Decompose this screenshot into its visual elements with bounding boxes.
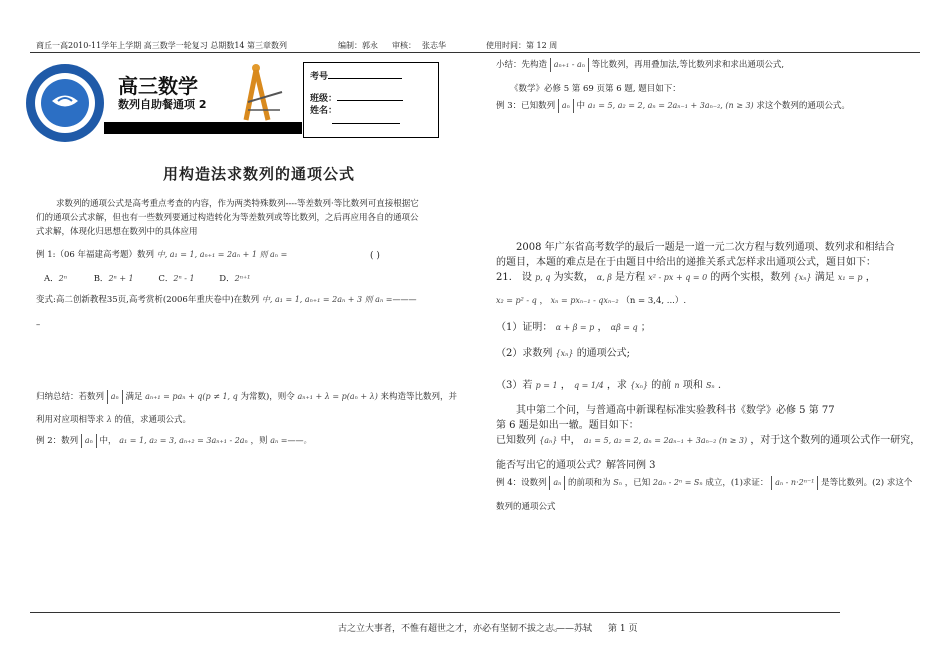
banner-bar [104, 122, 302, 134]
header-divider [30, 52, 920, 53]
exam-no-field[interactable] [328, 78, 402, 79]
footer-page: 第 1 页 [608, 624, 638, 634]
student-info-box [303, 62, 439, 138]
example-4-text-h: 是等比数列。(2) 求这个 [821, 478, 913, 488]
q21-part2-text: 的通项公式; [576, 348, 631, 359]
variant-condition: 中, a₁ = 1, aₙ₊₁ = 2aₙ + 3 则 aₙ =——— [261, 295, 417, 304]
summary-seq-bar: aₙ [107, 390, 123, 404]
variant-label: 变式:高二创新教程35页,高考赏析(2006年重庆卷中)在数列 [36, 295, 260, 305]
summary-line-1 [36, 390, 457, 404]
footer-divider [30, 612, 840, 613]
example-1-condition: 中, a₁ = 1, aₙ₊₁ = 2aₙ + 1 则 aₙ = [156, 250, 288, 259]
q21-part3-text-e: ，求 [606, 380, 627, 391]
example-2-seq-bar: aₙ [81, 434, 97, 448]
footer-author: ——苏轼 [556, 624, 593, 634]
right-summary-formula: aₙ₊₁ - aₙ [550, 58, 589, 72]
q21-text-c: 为实数， [553, 272, 594, 283]
example-1-answer-paren: ( ) [370, 251, 380, 261]
q21-part2-seq: {xₙ} [555, 349, 574, 358]
q21-pq: p, q [535, 273, 551, 282]
example-3-seq-bar: aₙ [558, 99, 574, 113]
q21-part1-comma: ， [597, 322, 608, 333]
q21-x1: x₁ = p [837, 273, 863, 282]
q21-part3-text-i: 项和 [682, 380, 703, 391]
school-logo [26, 64, 104, 142]
summary-line-2 [36, 413, 191, 427]
name-field-row [332, 117, 400, 127]
example-4-sn: Sₙ [613, 478, 622, 487]
textbook-ref: 《数学》必修 5 第 69 页第 6 题, 题目如下： [510, 84, 681, 94]
footer-quote: 古之立大事者，不惟有超世之才，亦必有坚韧不拔之志。 [338, 624, 564, 634]
example-4-line-2: 数列的通项公式 [496, 502, 556, 512]
q21-part3-seq: {xₙ} [630, 381, 649, 390]
guangdong-para-1: 2008 年广东省高考数学的最后一题是一道一元二次方程与数列通项、数列求和相结合 [516, 242, 895, 253]
header-course: 商丘一高2010-11学年上学期 高三数学一轮复习 总期数14 第三章数列 [36, 41, 288, 50]
q21-range: （n = 3,4, ...）. [621, 296, 687, 306]
example-3-end: 求这个数列的通项公式。 [756, 101, 850, 111]
example-2-label: 例 2：数列 [36, 436, 79, 446]
q21-number: 21． 设 [496, 272, 532, 283]
q21-x2: x₂ = p² - q [496, 296, 537, 305]
example-4-label: 例 4：设数列 [496, 478, 547, 488]
known-text-1: 已知数列 [496, 435, 536, 446]
option-d-value: 2ⁿ⁺¹ [234, 274, 251, 283]
summary-formula-2: aₙ₊₁ + λ = p(aₙ + λ) [297, 392, 378, 401]
example-4-text-d: ，已知 [624, 478, 651, 488]
q21-part3-text-g: 的前 [651, 380, 672, 391]
header-reviewer: 审核： [392, 41, 416, 50]
summary-formula-1: aₙ₊₁ = paₙ + q(p ≠ 1, q [145, 392, 238, 401]
right-summary [496, 58, 784, 72]
q21-part3-n: n [674, 381, 680, 390]
example-2 [36, 434, 312, 448]
example-2-mid: 中， [99, 436, 117, 446]
q21-seq: {xₙ} [793, 273, 812, 282]
example-1 [36, 248, 287, 262]
option-a-value: 2ⁿ [58, 274, 67, 283]
name-field[interactable] [332, 123, 400, 124]
summary-text-2: 利用对应项相等求 [36, 415, 105, 425]
summary-lambda: λ [106, 415, 112, 424]
header-date: 使用时间：第 12 周 [486, 41, 558, 50]
question-21-part-3 [496, 378, 721, 393]
example-4-text-b: 的前项和为 [568, 478, 611, 488]
q21-part1-semi: ； [640, 322, 651, 333]
summary-text-1: 归纳总结：若数列 [36, 392, 105, 402]
page-title: 用构造法求数列的通项公式 [163, 165, 356, 183]
name-row [310, 103, 337, 116]
example-1-options [44, 272, 250, 286]
question-21-part-2 [496, 346, 630, 361]
exam-no-row [310, 69, 402, 82]
option-b-value: 2ⁿ + 1 [108, 274, 134, 283]
q21-part1-product: αβ = q [610, 323, 638, 332]
class-label: 班级： [310, 94, 338, 104]
right-summary-end: 等比数列，再用叠加法,等比数列求和求出通项公式, [591, 60, 785, 70]
summary-text-1f: 来构造等比数列，并 [380, 392, 458, 402]
q21-text-g: 的两个实根，数列 [710, 272, 791, 283]
variant-dash: – [36, 320, 41, 330]
q21-text-i: 满足 [814, 272, 835, 283]
banner-subtitle: 数列自助餐通项 2 [118, 98, 207, 111]
q21-part3-p: p = 1 [535, 381, 558, 390]
q21-part3-q: q = 1/4 [573, 381, 604, 390]
q21-equation: x² - px + q = 0 [648, 273, 708, 282]
q21-part1-sum: α + β = p [555, 323, 595, 332]
example-2-end: ，则 [250, 436, 268, 446]
q21-comma-1: ， [865, 272, 876, 283]
question-21-line-2 [496, 294, 686, 308]
example-4 [496, 476, 912, 490]
intro-line-2: 们的通项公式求解，但也有一些数列要通过构造转化为等差数列或等比数列，之后再应用各自的通项公 [36, 213, 419, 223]
summary-text-2c: 的值，求通项公式。 [114, 415, 192, 425]
header-editor: 编制：郭永 [338, 41, 378, 50]
option-c-value: 2ⁿ - 1 [173, 274, 195, 283]
example-3-condition: a₁ = 5, a₂ = 2, aₙ = 2aₙ₋₁ + 3aₙ₋₂, (n ≥ 3) [587, 101, 754, 110]
example-2-answer: aₙ =——。 [270, 436, 312, 445]
question-21-part-1 [496, 320, 651, 335]
option-d-label: D． [219, 274, 235, 284]
exam-no-label: 考号 [310, 72, 329, 82]
known-sequence-line-1 [496, 433, 920, 448]
textbook-para-2: 第 6 题是如出一辙。题目如下： [496, 420, 639, 431]
example-3-label: 例 3：已知数列 [496, 101, 556, 111]
option-a-label: A． [44, 274, 59, 284]
q21-part3-sn: Sₙ [705, 381, 715, 390]
q21-part3-comma: ， [560, 380, 571, 391]
known-text-e: ，对于这个数列的通项公式作一研究， [750, 435, 921, 446]
q21-part1-label: （1）证明： [496, 322, 553, 333]
example-3 [496, 99, 850, 113]
logo-mark-icon [50, 92, 80, 110]
textbook-para-1: 其中第二个问，与普通高中新课程标准实验教科书《数学》必修 5 第 77 [516, 405, 835, 416]
q21-text-e: 是方程 [615, 272, 646, 283]
name-label: 姓名： [310, 106, 338, 116]
q21-part3-period: . [717, 380, 722, 391]
intro-line-1: 求数列的通项公式是高考重点考查的内容，作为两类特殊数列----等差数列·等比数列可直接根据它 [56, 199, 419, 209]
option-b-label: B． [93, 274, 109, 284]
q21-part2-label: （2）求数列 [496, 348, 553, 359]
example-1-label: 例 1:（06 年福建高考题）数列 [36, 250, 154, 260]
q21-part3-label: （3）若 [496, 380, 533, 391]
intro-line-3: 式求解，体现化归思想在数列中的具体应用 [36, 227, 198, 237]
summary-text-1b: 满足 [125, 392, 143, 402]
compass-icon [238, 62, 286, 128]
example-4-condition: 2aₙ - 2ⁿ = Sₙ [652, 478, 703, 487]
class-field[interactable] [337, 100, 403, 101]
summary-text-1d: 为常数)，则令 [240, 392, 295, 402]
guangdong-para-2: 的题目，本题的难点是在于由题目中给出的递推关系式怎样求出通项公式，题目如下： [496, 257, 876, 268]
known-text-c: 中， [560, 435, 581, 446]
q21-alpha-beta: α, β [596, 273, 612, 282]
example-2-condition: a₁ = 1, a₂ = 3, aₙ₊₂ = 3aₙ₊₁ - 2aₙ [119, 436, 248, 445]
right-summary-label: 小结：先构造 [496, 60, 548, 70]
question-21-line-1 [496, 270, 876, 285]
example-3-mid: 中 [576, 101, 586, 111]
example-4-seq-bar: aₙ [549, 476, 565, 490]
q21-recurrence: xₙ = pxₙ₋₁ - qxₙ₋₂ [550, 296, 619, 305]
banner-title: 高三数学 [118, 74, 198, 98]
q21-comma-2: ， [539, 296, 548, 306]
known-condition: a₁ = 5, a₂ = 2, aₙ = 2aₙ₋₁ + 3aₙ₋₂ (n ≥ 3) [583, 436, 748, 445]
variant-question [36, 293, 416, 307]
example-4-text-f: 成立，(1)求证： [705, 478, 769, 488]
header-reviewer-name: 张志华 [422, 41, 446, 50]
known-seq: {aₙ} [539, 436, 558, 445]
known-sequence-line-2: 能否写出它的通项公式？解答同例 3 [496, 460, 656, 471]
option-c-label: C． [158, 274, 174, 284]
example-4-expression: aₙ - n·2ⁿ⁻¹ [771, 476, 818, 490]
